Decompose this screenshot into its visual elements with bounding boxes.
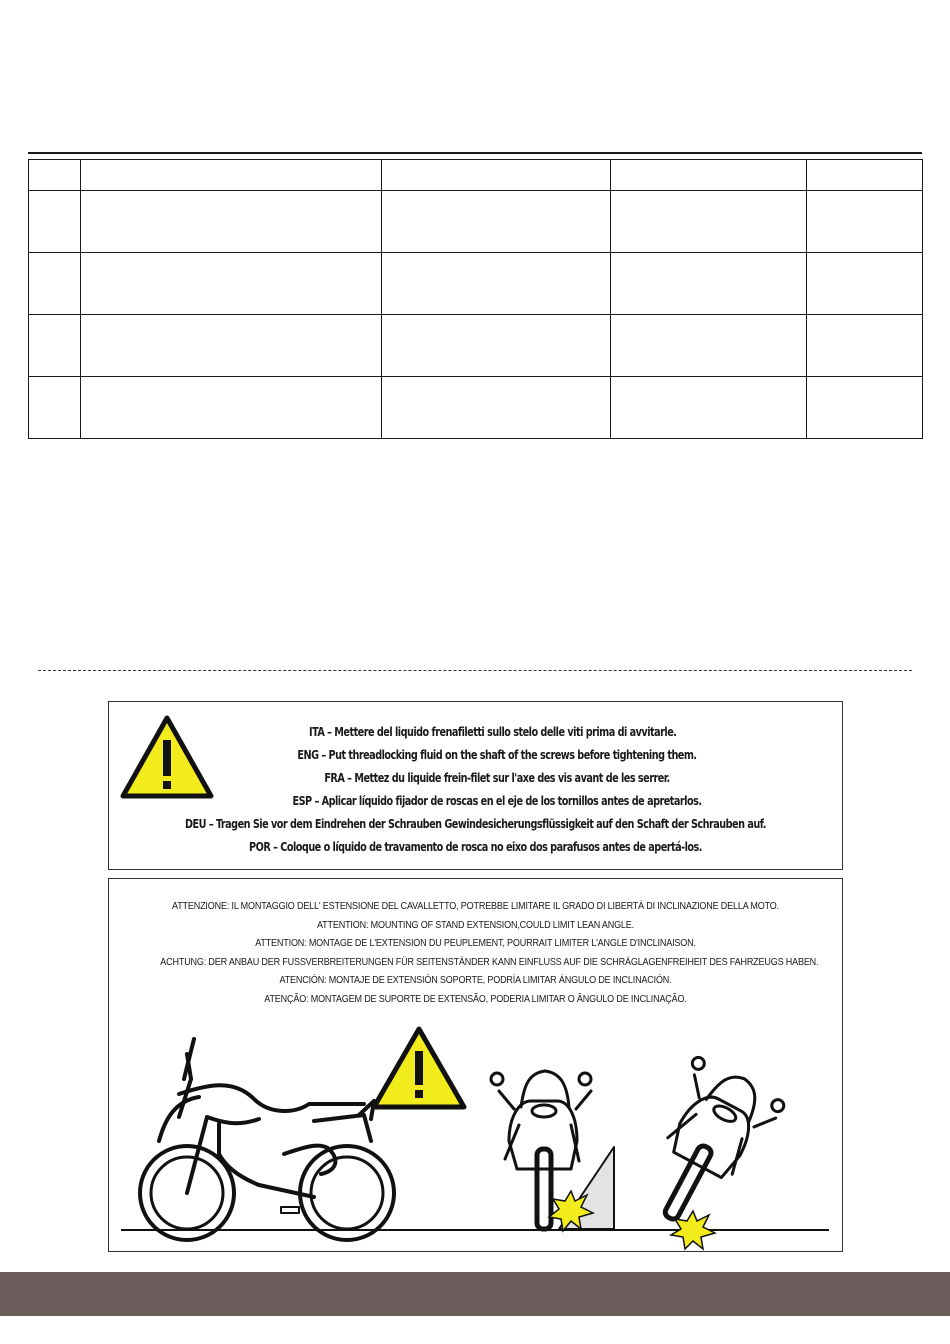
lean-angle-notice-box [108,878,843,1252]
table-cell [807,253,923,315]
table-header-row [29,160,923,191]
motorcycle-side-icon [140,1039,394,1240]
cut-line-divider [38,670,912,671]
header-cell [382,160,611,191]
table-cell [807,315,923,377]
table-row [29,191,923,253]
table-cell [29,253,81,315]
threadlock-text [160,720,790,858]
notice-line-eng: ATTENTION: MOUNTING OF STAND EXTENSION,COULD LIMIT LEAN ANGLE. [317,918,634,931]
motorcycle-leaning-icon [623,1053,787,1240]
table-cell [382,315,611,377]
notice-line-por: ATENÇÃO: MONTAGEM DE SUPORTE DE EXTENSÃO, PODERIA LIMITAR O ÂNGULO DE INCLINAÇÃO. [264,992,687,1005]
table-cell [807,191,923,253]
table-row [29,377,923,439]
notice-line-fra: FRA – Mettez du liquide frein-filet sur l'axe des vis avant de les serrer. [324,770,670,785]
table-cell [29,377,81,439]
header-cell [29,160,81,191]
table-cell [382,191,611,253]
table-row [29,315,923,377]
notice-line-por: POR – Coloque o líquido de travamento de rosca no eixo dos parafusos antes de apertá-los. [249,839,702,854]
table-row [29,253,923,315]
notice-line-esp: ESP – Aplicar líquido fijador de roscas en el eje de los tornillos antes de apretarlos. [292,793,702,808]
warning-triangle-icon [374,1029,464,1107]
parts-table [28,159,923,439]
table-cell [81,377,382,439]
threadlock-notice-box [108,701,843,870]
footer-bar [0,1272,950,1316]
notice-line-esp: ATENCIÓN: MONTAJE DE EXTENSIÓN SOPORTE, PODRÍA LIMITAR ÁNGULO DE INCLINACIÓN. [279,974,672,987]
notice-line-ita: ATTENZIONE: IL MONTAGGIO DELL' ESTENSIONE DEL CAVALLETTO, POTREBBE LIMITARE IL GRADO DI LIBERTÀ DI INCLINAZIONE DELLA MOTO. [172,900,779,912]
lean-angle-illustration [109,879,842,1251]
table-cell [382,253,611,315]
motorcycle-front-icon [491,1071,614,1229]
table-cell [611,315,807,377]
notice-line-deu: DEU – Tragen Sie vor dem Eindrehen der Schrauben Gewindesicherungsflüssigkeit auf den Schaft der Schrauben auf. [185,816,766,831]
table-cell [611,191,807,253]
table-cell [807,377,923,439]
table-cell [611,377,807,439]
table-cell [611,253,807,315]
table-cell [81,191,382,253]
table-cell [81,253,382,315]
table-cell [81,315,382,377]
header-cell [81,160,382,191]
top-divider [28,152,922,154]
header-cell [807,160,923,191]
notice-line-fra: ATTENTION: MONTAGE DE L'EXTENSION DU PEUPLEMENT, POURRAIT LIMITER L'ANGLE D'INCLINAISON. [255,937,696,950]
header-cell [611,160,807,191]
table-cell [29,191,81,253]
table-cell [382,377,611,439]
table-cell [29,315,81,377]
notice-line-eng: ENG – Put threadlocking fluid on the shaft of the screws before tightening them. [297,747,697,762]
notice-line-ita: ITA – Mettere del liquido frenafiletti sullo stelo delle viti prima di avvitarle. [308,724,677,739]
notice-line-deu: ACHTUNG: DER ANBAU DER FUSSVERBREITERUNGEN FÜR SEITENSTÄNDER KANN EINFLUSS AUF DIE SCHRÄGLAGENFREIHEIT DES FAHRZEUGS HABEN. [160,955,819,968]
